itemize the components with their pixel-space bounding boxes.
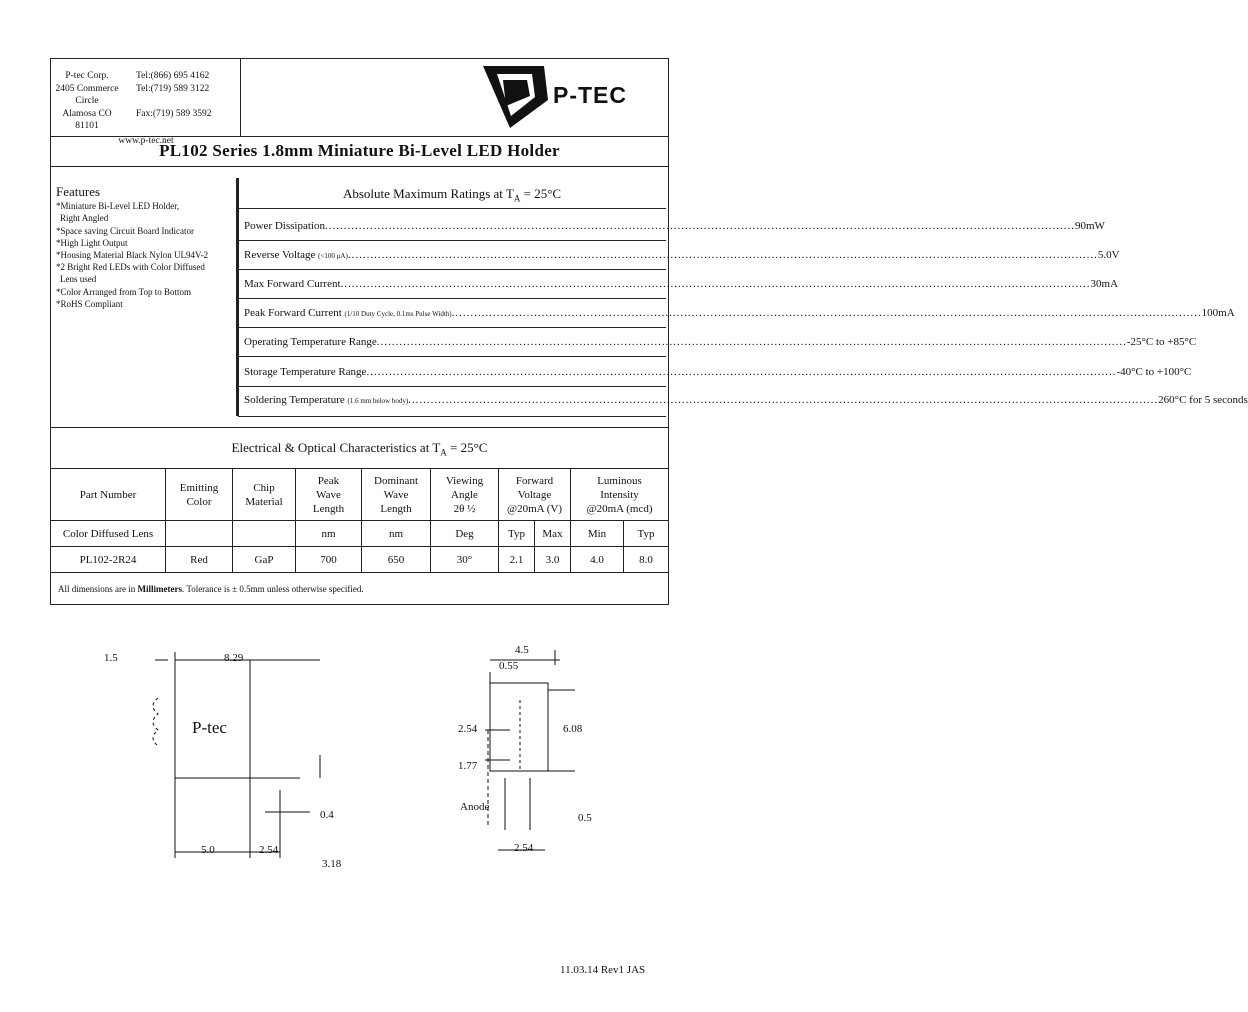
page-title: PL102 Series 1.8mm Miniature Bi-Level LED Holder: [159, 141, 560, 160]
company-name: P-tec Corp.: [65, 71, 109, 81]
address-line-1: 2405 Commerce Circle: [55, 83, 119, 106]
unit-iv-typ: Typ: [624, 521, 669, 547]
unit-iv-min: Min: [571, 521, 624, 547]
rating-value: 260°C for 5 seconds: [1158, 394, 1248, 406]
dim-label: 8.29: [224, 652, 244, 664]
rating-label: Storage Temperature Range: [244, 366, 367, 378]
dim-label: 0.4: [320, 809, 334, 821]
unit-vf-max: Max: [535, 521, 571, 547]
leader-dots: ........................................................................................................................................................................................................: [408, 394, 1159, 406]
feature-item: Right Angled: [60, 213, 109, 224]
unit-dominant: nm: [362, 521, 431, 547]
rating-label: Soldering Temperature (1.6 mm below body): [244, 394, 409, 406]
dim-label: 0.5: [578, 812, 592, 824]
table-row: PL102-2R24 Red GaP 700 650 30° 2.1 3.0 4.0 8.0: [51, 547, 669, 573]
abs-max-box: [236, 178, 669, 416]
leader-dots: ........................................................................................................................................................................................................: [340, 278, 1091, 290]
part-body-label: P-tec: [192, 718, 227, 737]
anode-label: Anode: [460, 801, 490, 813]
rating-label: Max Forward Current: [244, 278, 341, 290]
rating-label: Power Dissipation: [244, 220, 325, 232]
unit-view: Deg: [431, 521, 499, 547]
address-line-2: Alamosa CO 81101: [62, 108, 112, 131]
dim-label: 0.55: [499, 660, 519, 672]
unit-peak: nm: [296, 521, 362, 547]
rating-rule: [238, 208, 666, 209]
hdr-dominant-wave: Dominant Wave Length: [362, 469, 431, 521]
rating-row: [244, 307, 1235, 319]
dim-label: 1.5: [104, 652, 118, 664]
rating-row: [244, 278, 1119, 290]
rating-label: Reverse Voltage (<100 μA): [244, 249, 348, 261]
dim-label: 2.54: [514, 842, 534, 854]
leader-dots: ........................................................................................................................................................................................................: [324, 220, 1075, 232]
abs-max-title: Absolute Maximum Ratings at $T_A = 25^\circ C$: [342, 186, 562, 204]
rating-value: 90mW: [1074, 220, 1105, 232]
rating-value: 100mA: [1201, 307, 1235, 319]
rating-rule: [238, 240, 666, 241]
leader-dots: ........................................................................................................................................................................................................: [376, 336, 1127, 348]
tel-1: Tel:(866) 695 4162: [136, 71, 210, 81]
eo-title: Electrical & Optical Characteristics at $T_A = 25^\circ C$: [231, 440, 488, 458]
feature-item: *RoHS Compliant: [56, 298, 123, 309]
hdr-peak-wave: Peak Wave Length: [296, 469, 362, 521]
rating-row: [244, 249, 1120, 261]
feature-item: *Color Arranged from Top to Bottom: [56, 286, 191, 297]
unit-vf-typ: Typ: [499, 521, 535, 547]
rating-rule: [238, 356, 666, 357]
header-divider: [240, 58, 241, 136]
hdr-luminous-intensity: Luminous Intensity @20mA (mcd): [571, 469, 669, 521]
rating-label: Operating Temperature Range: [244, 336, 377, 348]
dim-label: 4.5: [515, 644, 529, 656]
features-heading: Features: [56, 184, 101, 199]
feature-item: *High Light Output: [56, 237, 128, 248]
ratings-bottom-rule: [50, 427, 669, 428]
rating-rule: [238, 416, 666, 417]
dim-label: 1.77: [458, 760, 478, 772]
rating-label: Peak Forward Current (1/10 Duty Cycle, 0.1ms Pulse Width): [244, 307, 452, 319]
hdr-viewing-angle: Viewing Angle 2θ ½: [431, 469, 499, 521]
logo-text: P-TEC: [553, 82, 627, 108]
leader-dots: ........................................................................................................................................................................................................: [366, 366, 1117, 378]
rating-rule: [238, 298, 666, 299]
dim-label: 6.08: [563, 723, 583, 735]
company-info: [52, 70, 240, 147]
rating-rule: [238, 327, 666, 328]
leader-dots: ........................................................................................................................................................................................................: [451, 307, 1202, 319]
dimension-note: All dimensions are in Millimeters. Tolerance is ± 0.5mm unless otherwise specified.: [58, 584, 364, 594]
leader-dots: ........................................................................................................................................................................................................: [347, 249, 1098, 261]
hdr-emitting-color: Emitting Color: [166, 469, 233, 521]
eo-table: [50, 468, 669, 573]
fax: Fax:(719) 589 3592: [136, 108, 212, 119]
feature-item: *Housing Material Black Nylon UL94V-2: [56, 250, 209, 261]
hdr-chip-material: Chip Material: [233, 469, 296, 521]
rating-value: -40°C to +100°C: [1116, 366, 1192, 378]
website: www.p-tec.net: [118, 135, 174, 146]
feature-item: *2 Bright Red LEDs with Color Diffused: [56, 262, 205, 273]
dim-label: 2.54: [458, 723, 478, 735]
tel-2: Tel:(719) 589 3122: [136, 83, 210, 94]
unit-part: Color Diffused Lens: [51, 521, 166, 547]
rating-row: [244, 394, 1248, 406]
feature-item: Lens used: [60, 274, 97, 285]
feature-item: *Space saving Circuit Board Indicator: [56, 225, 194, 236]
rating-value: -25°C to +85°C: [1126, 336, 1197, 348]
rating-row: [244, 220, 1105, 232]
rating-rule: [238, 386, 666, 387]
dim-label: 3.18: [322, 858, 342, 870]
hdr-forward-voltage: Forward Voltage @20mA (V): [499, 469, 571, 521]
hdr-part-number: Part Number: [51, 469, 166, 521]
feature-item: *Miniature Bi-Level LED Holder,: [56, 201, 180, 212]
rating-value: 5.0V: [1097, 249, 1120, 261]
dim-label: 2.54: [259, 844, 279, 856]
rating-value: 30mA: [1090, 278, 1119, 290]
title-bottom-rule: [50, 166, 669, 167]
features-list: [56, 186, 236, 310]
rating-rule: [238, 269, 666, 270]
rating-row: [244, 336, 1197, 348]
dim-label: 5.0: [201, 844, 215, 856]
rating-row: [244, 366, 1192, 378]
revision-footer: 11.03.14 Rev1 JAS: [560, 964, 646, 976]
